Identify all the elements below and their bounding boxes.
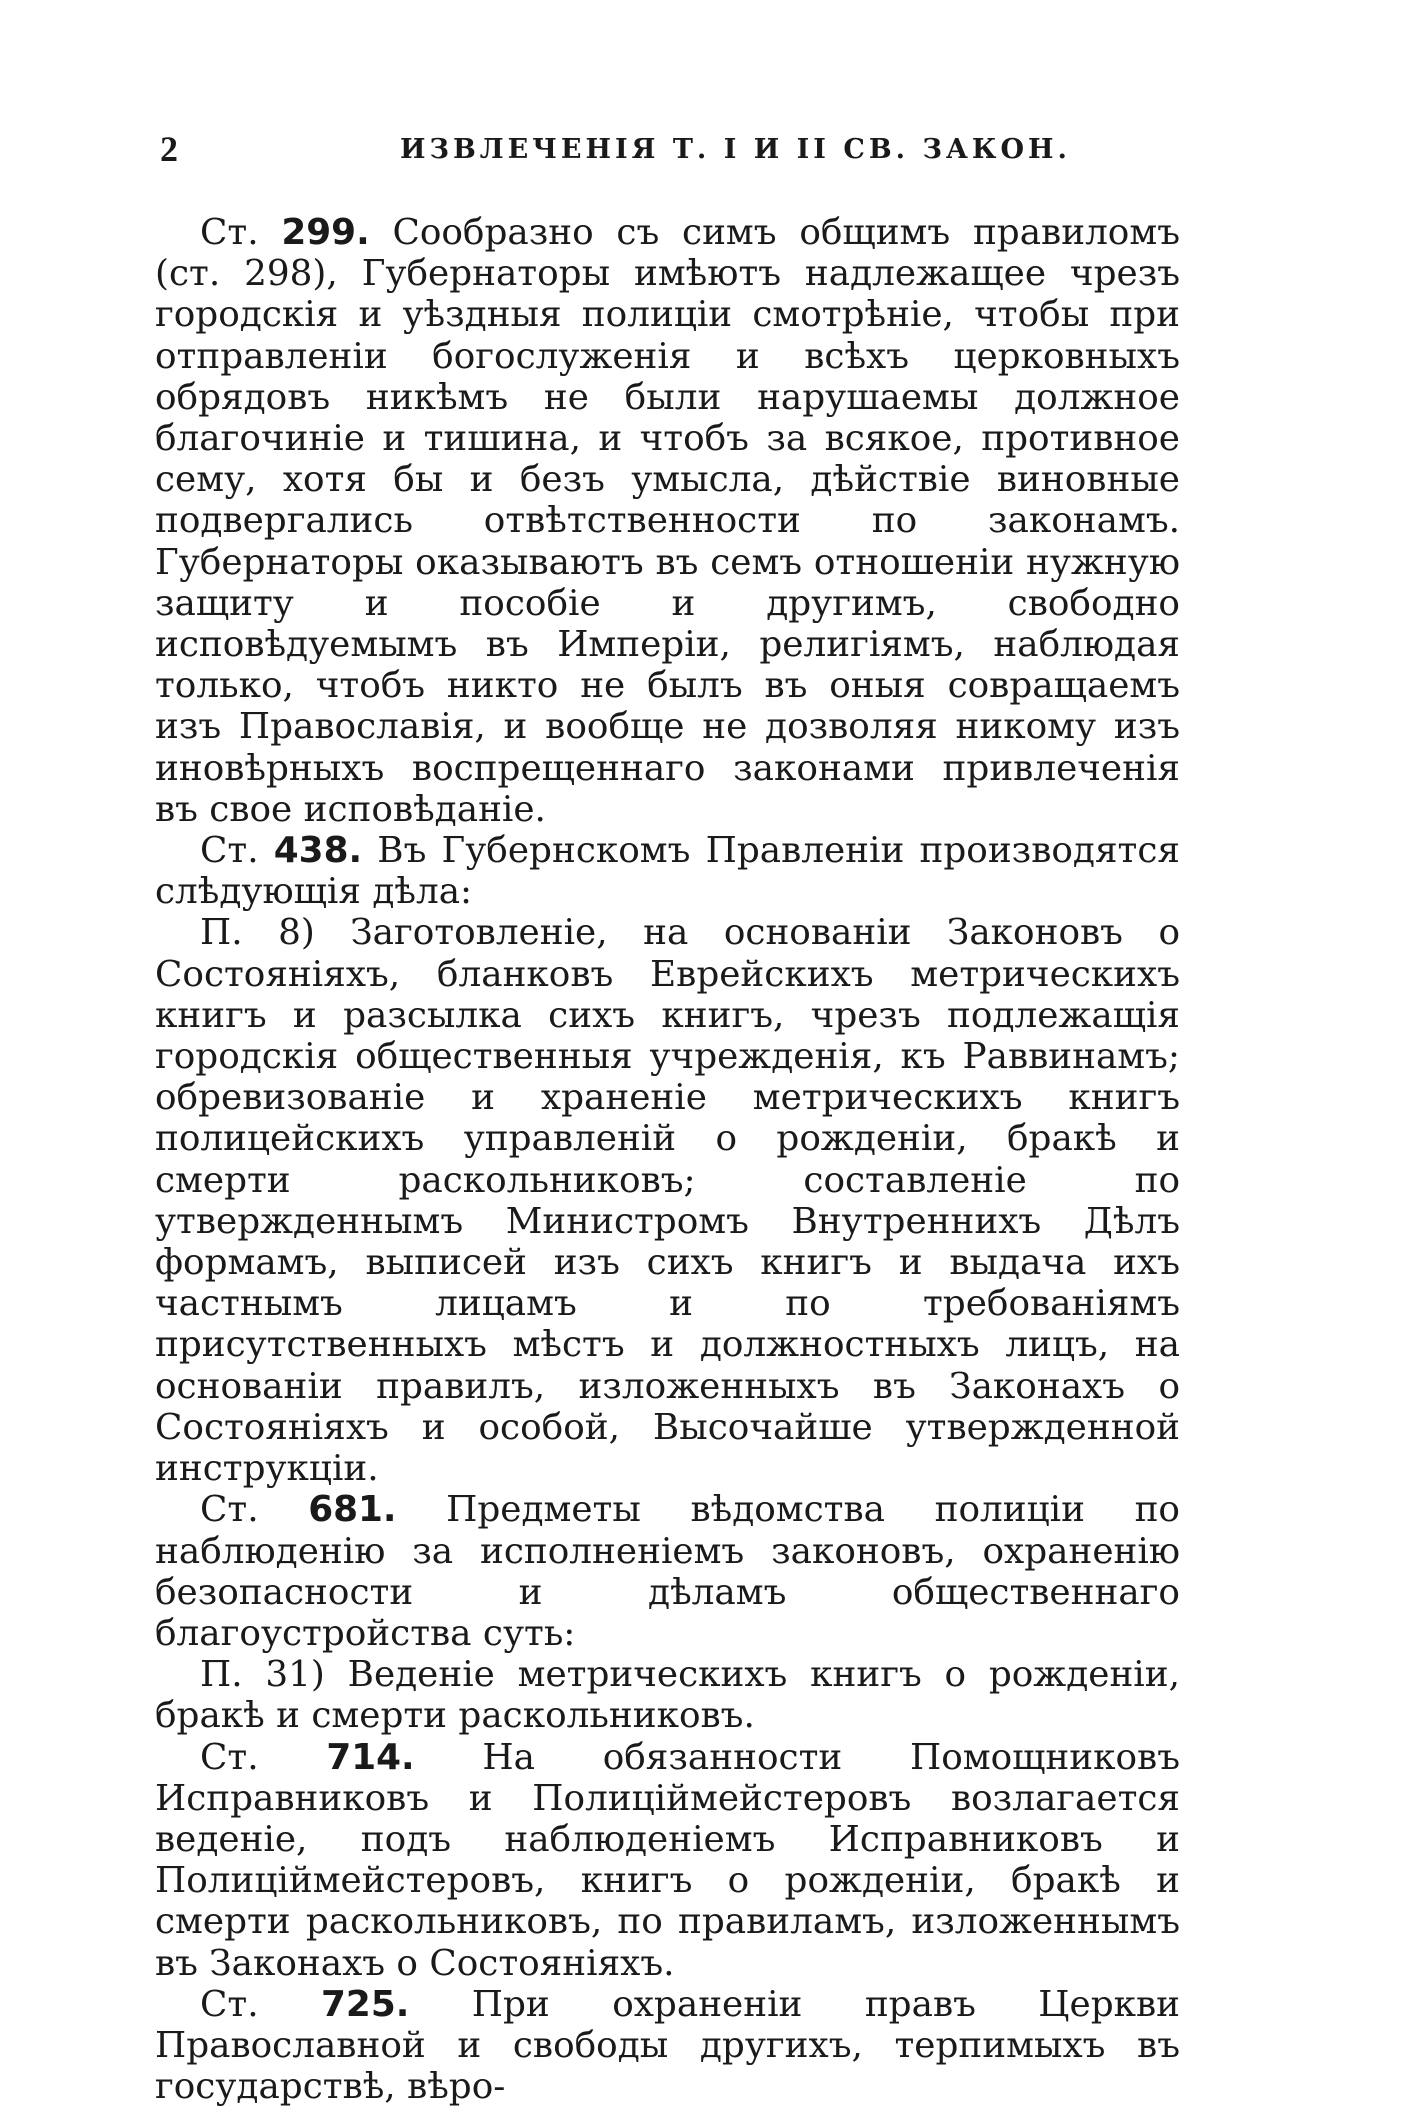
running-title: ИЗВЛЕЧЕНІЯ Т. І И ІІ СВ. ЗАКОН. — [400, 134, 1071, 165]
article-prefix: Ст. — [200, 1489, 259, 1531]
article-prefix: Ст. — [200, 212, 259, 253]
article-number: 681. — [308, 1489, 397, 1531]
paragraph-text: П. 31) Веденіе метрическихъ книгъ о рожденіи, бракѣ и смерти раскольниковъ. — [155, 1654, 1180, 1737]
paragraph-text: Сообразно съ симъ общимъ правиломъ (ст. 298), Губернаторы имѣютъ надлежащее чрезъ городскія и уѣздныя полиціи смотрѣніе, чтобы при отправленіи богослуженія и всѣхъ церковныхъ обрядовъ никѣмъ не были нарушаемы должное благочиніе и тишина, и чтобъ за всякое, противное сему, хотя бы и безъ умысла, дѣйствіе виновные подвергались отвѣтственности по законамъ. Губернаторы оказываютъ въ семъ отношеніи нужную защиту и пособіе и другимъ, свободно исповѣдуемымъ въ Имперіи, религіямъ, наблюдая только, чтобъ никто не былъ въ оныя совращаемъ изъ Православія, и вообще не дозволяя никому изъ иновѣрныхъ воспрещеннаго законами привлеченія въ свое исповѣданіе. — [155, 212, 1180, 830]
paragraph-point-31 — [155, 1654, 1180, 1736]
article-prefix: Ст. — [200, 1736, 259, 1778]
paragraph-text: Предметы вѣдомства полиціи по наблюденію за исполненіемъ законовъ, охраненію безопасности и дѣламъ общественнаго благоустройства суть: — [155, 1489, 1180, 1654]
article-number: 725. — [321, 1983, 410, 2025]
paragraph-art-438 — [155, 830, 1180, 912]
article-number: 714. — [326, 1736, 415, 1778]
paragraph-text: При охраненіи правъ Церкви Православной и свободы другихъ, терпимыхъ въ государствѣ, вѣро- — [155, 1983, 1180, 2107]
paragraph-art-681 — [155, 1489, 1180, 1654]
paragraph-point-8 — [155, 912, 1180, 1489]
paragraph-text: П. 8) Заготовленіе, на основаніи Законовъ о Состояніяхъ, бланковъ Еврейскихъ метрическихъ книгъ и разсылка сихъ книгъ, чрезъ подлежащія городскія общественныя учрежденія, къ Раввинамъ; обревизованіе и храненіе метрическихъ книгъ полицейскихъ управленій о рожденіи, бракѣ и смерти раскольниковъ; составленіе по утвержденнымъ Министромъ Внутреннихъ Дѣлъ формамъ, выписей изъ сихъ книгъ и выдача ихъ частнымъ лицамъ и по требованіямъ присутственныхъ мѣстъ и должностныхъ лицъ, на основаніи правилъ, изложенныхъ въ Законахъ о Состояніяхъ и особой, Высочайше утвержденной инструкціи. — [155, 912, 1180, 1490]
paragraph-text: Въ Губернскомъ Правленіи производятся слѣдующія дѣла: — [155, 830, 1180, 913]
paragraph-art-299 — [155, 212, 1180, 830]
page-header — [160, 128, 1180, 178]
paragraph-text: На обязанности Помощниковъ Исправниковъ и Полиціймейстеровъ возлагается веденіе, подъ наблюденіемъ Исправниковъ и Полиціймейстеровъ, книгъ о рожденіи, бракѣ и смерти раскольниковъ, по правиламъ, изложеннымъ въ Законахъ о Состояніяхъ. — [155, 1736, 1180, 1984]
article-prefix: Ст. — [200, 830, 259, 872]
article-prefix: Ст. — [200, 1983, 259, 2025]
body-text — [155, 212, 1180, 2107]
paragraph-art-725 — [155, 1984, 1180, 2107]
page-number: 2 — [160, 129, 178, 169]
article-number: 299. — [281, 212, 370, 253]
article-number: 438. — [273, 830, 363, 872]
paragraph-art-714 — [155, 1737, 1180, 1984]
